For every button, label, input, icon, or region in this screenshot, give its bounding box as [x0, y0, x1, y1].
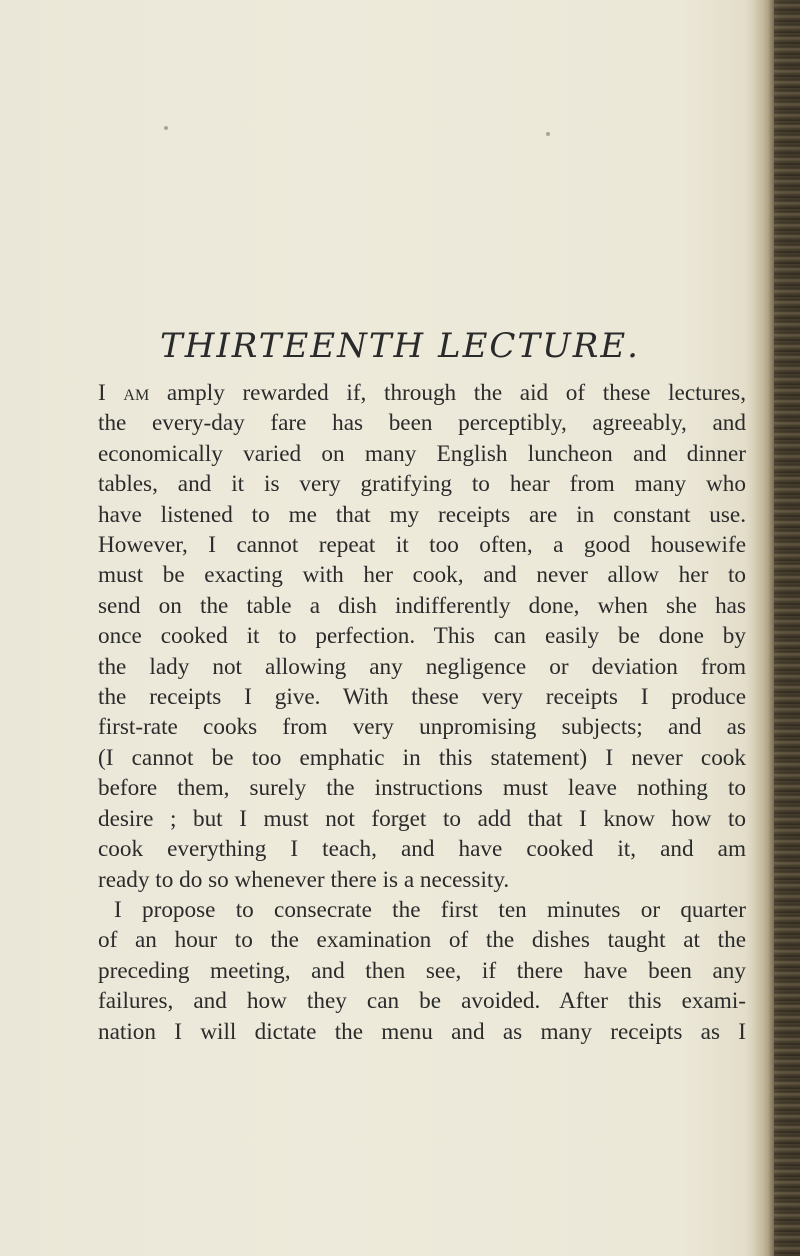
text-line: preceding meeting, and then see, if there have been any	[98, 957, 746, 984]
text-line: the every-day fare has been perceptibly, agreeably, and	[98, 410, 746, 437]
text-line: cook everything I teach, and have cooked it, and am	[98, 836, 746, 863]
text-line: However, I cannot repeat it too often, a good housewife	[98, 532, 746, 559]
lecture-title: THIRTEENTH LECTURE.	[160, 326, 640, 366]
text-line: must be exacting with her cook, and never allow her to	[98, 562, 746, 589]
text-line: have listened to me that my receipts are in constant use.	[98, 501, 746, 528]
text-line: the receipts I give. With these very receipts I produce	[98, 684, 746, 711]
text-line: economically varied on many English luncheon and dinner	[98, 440, 746, 467]
text-line: of an hour to the examination of the dishes taught at the	[98, 927, 746, 954]
paper-speck	[164, 126, 168, 130]
text-line: tables, and it is very gratifying to hear from many who	[98, 471, 746, 498]
text-line: before them, surely the instructions must leave nothing to	[98, 775, 746, 802]
paper-speck	[546, 132, 550, 136]
text-line: ready to do so whenever there is a necessity.	[98, 866, 510, 893]
text-line: once cooked it to perfection. This can easily be done by	[98, 623, 746, 650]
text-line: failures, and how they can be avoided. After this exami-	[98, 988, 746, 1015]
text-line: nation I will dictate the menu and as many receipts as I	[98, 1018, 746, 1045]
text-line: send on the table a dish indifferently done, when she has	[98, 592, 746, 619]
text-line: I am amply rewarded if, through the aid of these lectures,	[98, 380, 746, 406]
lead-word: I am	[98, 380, 150, 406]
text-line: I propose to consecrate the first ten minutes or quarter	[114, 896, 746, 923]
page-gutter-shadow	[746, 0, 774, 1256]
text-line: first-rate cooks from very unpromising subjects; and as	[98, 714, 746, 741]
lecture-body	[98, 378, 746, 1047]
page-edge	[774, 0, 800, 1256]
text-line: (I cannot be too emphatic in this statement) I never cook	[98, 744, 746, 771]
text-line: the lady not allowing any negligence or deviation from	[98, 653, 746, 680]
text-line: desire ; but I must not forget to add that I know how to	[98, 805, 746, 832]
